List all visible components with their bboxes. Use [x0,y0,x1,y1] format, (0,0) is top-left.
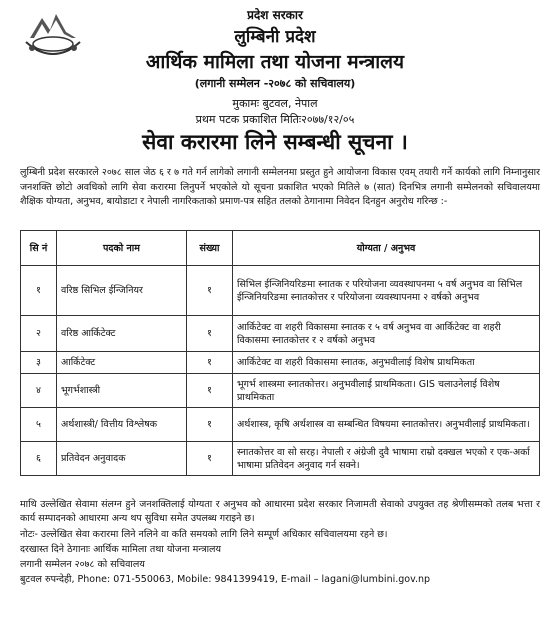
row-sn: ५ [21,408,57,442]
row-post: वरिष्ठ आर्किटेक्ट [57,316,187,352]
row-count: १ [187,374,233,408]
col-header-qualification: योग्यता / अनुभव [233,231,540,266]
row-count: १ [187,316,233,352]
header-publish-date: प्रथम पटक प्रकाशित मितिः२०७७/१२/०५ [195,113,355,126]
row-qualification: आर्किटेक्ट वा शहरी विकासमा स्नातक र ५ वर्ष अनुभव वा आर्किटेक्ट वा शहरी विकासमा स्नातकोत्तर र २ वर्षको अनुभव [233,316,540,352]
contact-line: बुटवल रुपन्देही, Phone: 071-550063, Mobile: 9841399419, E-mail – lagani@lumbini.gov.np [20,574,431,585]
intro-paragraph: लुम्बिनी प्रदेश सरकारले २०७८ साल जेठ ६ र ७ गते गर्न लागेको लगानी सम्मेलनमा प्रस्तुत हुने आयोजना विकास एवम् तयारी गर्ने कार्यको लागि निम्नानुसार जनशक्ति छोटो अवधिको लागि सेवा करारमा लिनुपर्ने भएकोले यो सूचना प्रकाशित भएको मितिले ७ (सात) दिनभित्र लगानी सम्मेलनको सचिवालयमा शैक्षिक योग्यता, अनुभव, बायोडाटा र नेपाली नागरिकताको प्रमाण-पत्र सहित तलको ठेगानामा निवेदन दिनहुन अनुरोध गरिन्छ :- [20,167,540,207]
row-qualification: अर्थशास्त्र, कृषि अर्थशास्त्र वा सम्बन्धित विषयमा स्नातकोत्तर। अनुभवीलाई प्राथमिकता। [233,408,540,442]
header-location: मुकामः बुटवल, नेपाल [232,97,318,110]
table-row [21,374,540,408]
header-secretariat: (लगानी सम्मेलन -२०७८ को सचिवालय) [194,77,356,90]
row-sn: १ [21,266,57,316]
col-header-count: संख्या [187,231,233,266]
application-address: दरखास्त दिने ठेगानाः आर्थिक मामिला तथा योजना मन्त्रालय [20,544,222,555]
note-text: नोटः- उल्लेखित सेवा करारमा लिने नलिने वा कति समयको लागि लिने सम्पूर्ण अधिकार सचिवालयमा रहने छ। [20,529,388,540]
row-count: १ [187,266,233,316]
header-government: प्रदेश सरकार [247,8,303,22]
table-row [21,352,540,374]
row-qualification: भूगर्भ शास्त्रमा स्नातकोत्तर। अनुभवीलाई प्राथमिकता। GIS चलाउनेलाई विशेष प्राथमिकता [233,374,540,408]
header-ministry: आर्थिक मामिला तथा योजना मन्त्रालय [145,51,405,73]
benefits-paragraph: माथि उल्लेखित सेवामा संलग्न हुने जनशक्तिलाई योग्यता र अनुभव को आधारमा प्रदेश सरकार निजामती सेवाको उपयुक्त तह श्रेणीसम्मको तलब भत्ता र कार्य सम्पादनको आधारमा अन्य थप सुविधा समेत उपलब्ध गराइने छ। [20,499,540,524]
notice-title: सेवा करारमा लिने सम्बन्धी सूचना । [142,130,408,154]
col-header-sn: सि नं [21,231,57,266]
row-sn: २ [21,316,57,352]
row-qualification: आर्किटेक्ट वा शहरी विकासमा स्नातक, अनुभवीलाई विशेष प्राथमिकता [233,352,540,374]
secretariat-name: लगानी सम्मेलन २०७८ को सचिवालय [20,559,145,570]
table-row [21,408,540,442]
row-post: आर्किटेक्ट [57,352,187,374]
table-row [21,316,540,352]
vacancy-table [20,230,540,476]
row-post: भूगर्भशास्त्री [57,374,187,408]
header-province: लुम्बिनी प्रदेश [234,27,316,47]
row-sn: ३ [21,352,57,374]
table-row [21,266,540,316]
row-count: १ [187,352,233,374]
row-count: १ [187,442,233,476]
table-header-row [21,231,540,266]
row-sn: ६ [21,442,57,476]
row-qualification: सिभिल ईन्जिनियरिङमा स्नातक र परियोजना व्यवस्थापनमा ५ वर्ष अनुभव वा सिभिल ईन्जिनियरिङमा स्नातकोत्तर र परियोजना व्यवस्थापनमा २ वर्षको अनुभव [233,266,540,316]
table-row [21,442,540,476]
row-count: १ [187,408,233,442]
row-post: वरिष्ठ सिभिल ईन्जिनियर [57,266,187,316]
row-post: अर्थशास्त्री/ वित्तीय विश्लेषक [57,408,187,442]
row-post: प्रतिवेदन अनुवादक [57,442,187,476]
col-header-post: पदको नाम [57,231,187,266]
row-sn: ४ [21,374,57,408]
row-qualification: स्नातकोत्तर वा सो सरह। नेपाली र अंग्रेजी दुवै भाषामा राम्रो दक्खल भएको र एक-अर्का भाषामा प्रतिवेदन अनुवाद गर्न सक्ने। [233,442,540,476]
